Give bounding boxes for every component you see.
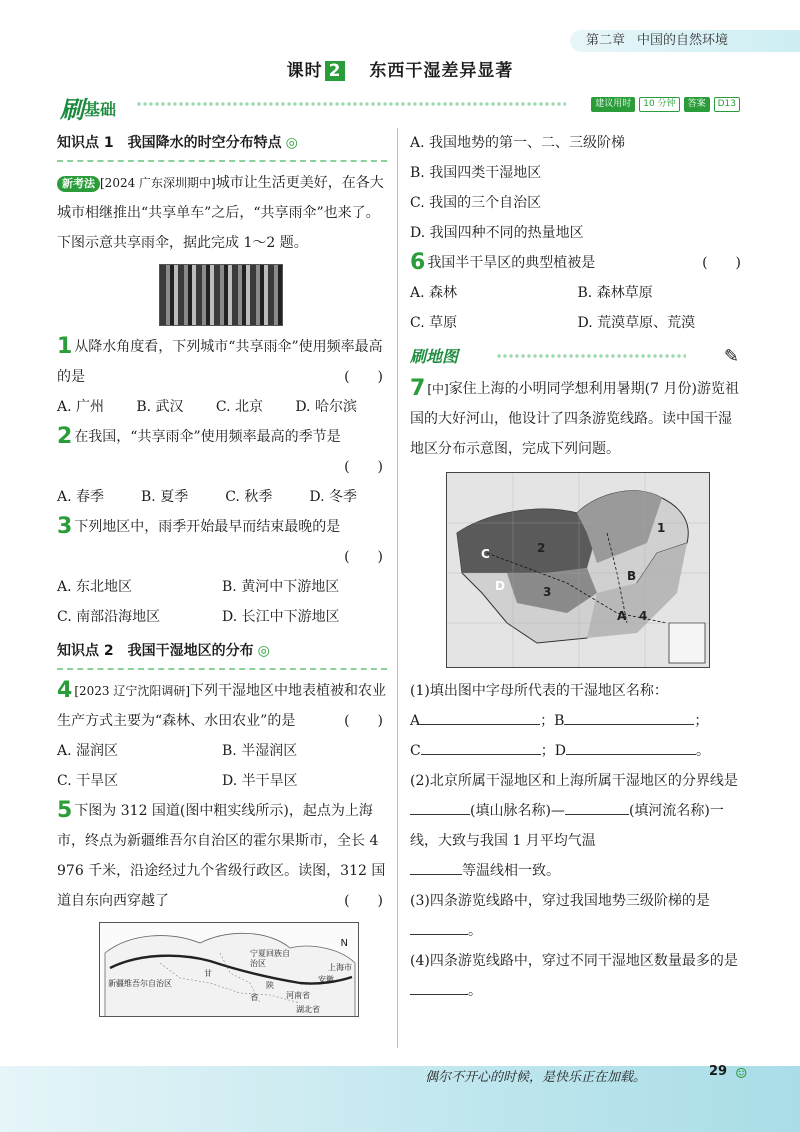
q2-option-c[interactable]: C. 秋季	[225, 489, 273, 505]
answer-label: 答案	[684, 97, 710, 112]
question-2	[57, 422, 387, 512]
north-arrow-icon: N	[340, 938, 348, 949]
q5-answer-paren[interactable]: ( )	[344, 893, 383, 909]
question-4	[57, 676, 387, 796]
q6-answer-paren[interactable]: ( )	[702, 255, 741, 271]
q7-stem: 家住上海的小明同学想利用暑期(7 月份)游览祖国的大好河山，他设计了四条游览线路。读中国干湿地区分布示意图，完成下列问题。	[410, 381, 739, 457]
lesson-topic: 东西干湿差异显著	[369, 61, 514, 81]
zone-label-b: B	[627, 569, 637, 583]
q4-stem: 下列干湿地区中地表植被和农业生产方式主要为“森林、水田农业”的是	[57, 683, 387, 729]
basics-section-bar	[60, 90, 740, 124]
time-label: 建议用时	[591, 97, 635, 112]
q3-number: 3	[57, 514, 73, 539]
q5-stem: 下图为 312 国道(图中粗实线所示)，起点为上海市，终点为新疆维吾尔自治区的霍尔果斯市，全长 4 976 千米，沿途经过九个省级行政区。读图，312 国道自东向西穿越了	[57, 803, 386, 909]
intro-paragraph	[57, 168, 387, 258]
route-312-map-svg	[100, 923, 359, 1017]
route-label-4: 4	[639, 609, 648, 623]
q5-option-b[interactable]: B. 我国四类干湿地区	[410, 165, 542, 181]
target-icon: ◎	[257, 643, 270, 659]
draw-map-section-bar	[410, 342, 745, 368]
q7-label-c: C	[410, 743, 421, 759]
q1-option-a[interactable]: A. 广州	[57, 399, 105, 415]
q7-source: [中]	[427, 382, 449, 396]
map-label-shanghai: 上海市	[328, 963, 352, 972]
knowledge-point-1	[57, 128, 387, 162]
china-dry-wet-map	[446, 472, 710, 668]
q7-sub2-text4: 等温线相一致。	[462, 863, 560, 879]
q4-answer-paren[interactable]: ( )	[344, 713, 383, 729]
footer-motto: 偶尔不开心的时候，是快乐正在加载。	[425, 1070, 647, 1085]
map-label-anhui: 安徽	[318, 975, 334, 984]
q3-option-c[interactable]: C. 南部沿海地区	[57, 609, 161, 625]
q7-blank-river[interactable]	[565, 814, 629, 815]
zone-label-a: A	[617, 609, 627, 623]
q3-option-d[interactable]: D. 长江中下游地区	[222, 609, 340, 625]
zone-label-c: C	[481, 547, 490, 561]
map-label-gan: 甘	[204, 969, 212, 978]
question-1	[57, 332, 387, 422]
q7-blank-sub4[interactable]	[410, 994, 468, 995]
target-icon: ◎	[285, 135, 298, 151]
page-number: 29	[709, 1064, 728, 1079]
q3-stem: 下列地区中，雨季开始最早而结束最晚的是	[74, 519, 341, 535]
q2-option-b[interactable]: B. 夏季	[141, 489, 189, 505]
zone-label-d: D	[495, 579, 505, 593]
q7-sub3: (3)四条游览线路中，穿过我国地势三级阶梯的是。	[410, 893, 710, 939]
lesson-prefix: 课时	[286, 61, 323, 81]
route-312-map	[99, 922, 359, 1017]
map-label-sheng: 省	[250, 993, 258, 1002]
question-5	[57, 796, 387, 1017]
dotted-divider	[136, 101, 566, 107]
intro-source: [2024 广东深圳期中]	[100, 176, 216, 190]
question-6	[410, 248, 745, 338]
reading-figure-icon: ✎	[723, 346, 739, 367]
new-method-badge: 新考法	[57, 176, 100, 192]
column-divider	[397, 128, 398, 1048]
route-label-2: 2	[537, 541, 546, 555]
dotted-divider	[496, 354, 686, 358]
q7-sub2-text2: (填山脉名称)—	[470, 803, 565, 819]
question-7	[410, 374, 745, 1006]
time-box	[591, 97, 740, 112]
q7-label-d: D	[554, 743, 566, 759]
q2-option-d[interactable]: D. 冬季	[309, 489, 357, 505]
q3-paren-row	[57, 542, 387, 572]
q7-sub2-text3: (填河流名称)一线，大致与我国 1 月平均气温	[410, 803, 724, 849]
q4-option-a[interactable]: A. 湿润区	[57, 743, 119, 759]
q6-options	[410, 278, 745, 338]
kp2-title: 知识点 2 我国干湿地区的分布	[57, 643, 254, 659]
basics-tag-small: 基础	[84, 100, 117, 119]
q7-blank-b[interactable]	[564, 724, 694, 725]
map-label-shan: 陕	[266, 981, 274, 990]
question-3	[57, 512, 387, 632]
draw-map-tag: 刷地图	[410, 347, 459, 366]
q5-options	[410, 128, 745, 248]
q1-option-b[interactable]: B. 武汉	[136, 399, 184, 415]
q1-stem: 从降水角度看，下列城市“共享雨伞”使用频率最高的是	[57, 339, 383, 385]
q6-stem: 我国半干旱区的典型植被是	[427, 255, 596, 271]
q5-number: 5	[57, 798, 73, 823]
lesson-title	[0, 56, 800, 81]
lesson-number-badge: 2	[325, 61, 346, 81]
q3-option-a[interactable]: A. 东北地区	[57, 579, 133, 595]
map-label-hubei: 湖北省	[296, 1005, 320, 1014]
q4-option-c[interactable]: C. 干旱区	[57, 773, 119, 789]
smile-icon: ☺	[735, 1066, 748, 1082]
chapter-title: 中国的自然环境	[637, 33, 729, 48]
kp1-title: 知识点 1 我国降水的时空分布特点	[57, 135, 282, 151]
route-label-1: 1	[657, 521, 666, 535]
q1-answer-paren[interactable]: ( )	[344, 369, 383, 385]
q6-option-a[interactable]: A. 森林	[410, 285, 458, 301]
q7-sub1-row-ab: A ；B ；	[410, 713, 709, 729]
q7-number: 7	[410, 376, 426, 401]
q6-number: 6	[410, 250, 426, 275]
q1-option-c[interactable]: C. 北京	[215, 399, 263, 415]
q4-option-b[interactable]: B. 半湿润区	[222, 743, 298, 759]
answer-page: D13	[714, 97, 740, 112]
q6-option-c[interactable]: C. 草原	[410, 315, 458, 331]
map-label-ningxia: 宁夏回族自治区	[250, 949, 290, 968]
q4-options	[57, 736, 387, 796]
q4-source: [2023 辽宁沈阳调研]	[74, 684, 191, 698]
q2-answer-paren[interactable]: ( )	[344, 459, 383, 475]
right-column	[410, 128, 745, 1006]
intro-text: 城市让生活更美好，在各大城市相继推出“共享单车”之后，“共享雨伞”也来了。下图示意共享雨伞，据此完成 1～2 题。	[57, 175, 384, 251]
q2-options	[57, 482, 357, 512]
q7-blank-a[interactable]	[420, 724, 540, 725]
left-column	[57, 128, 387, 1017]
q3-options	[57, 572, 387, 632]
q2-paren-row	[57, 452, 387, 482]
basics-tag-big: 刷	[60, 96, 84, 124]
q3-answer-paren[interactable]: ( )	[344, 549, 383, 565]
q6-option-b[interactable]: B. 森林草原	[577, 285, 653, 301]
q7-blank-mountain[interactable]	[410, 814, 470, 815]
q7-blank-c[interactable]	[421, 754, 541, 755]
q7-sub2	[410, 766, 745, 886]
chapter-tab	[570, 30, 800, 52]
map-label-henan: 河南省	[286, 991, 310, 1000]
q4-number: 4	[57, 678, 73, 703]
route-label-3: 3	[543, 585, 552, 599]
q1-options	[57, 392, 357, 422]
map-label-xinjiang: 新疆维吾尔自治区	[108, 979, 172, 988]
time-value: 10 分钟	[639, 97, 679, 112]
q5-option-a[interactable]: A. 我国地势的第一、二、三级阶梯	[410, 135, 626, 151]
q1-option-d[interactable]: D. 哈尔滨	[295, 399, 357, 415]
q7-sub4: (4)四条游览线路中，穿过不同干湿地区数量最多的是。	[410, 953, 738, 999]
q1-number: 1	[57, 334, 73, 359]
q7-sub4-text: (4)四条游览线路中，穿过不同干湿地区数量最多的是	[410, 953, 738, 969]
q7-sub3-text: (3)四条游览线路中，穿过我国地势三级阶梯的是	[410, 893, 710, 909]
q7-sub1-row-cd: C ；D 。	[410, 743, 710, 759]
q7-blank-sub3[interactable]	[410, 934, 468, 935]
knowledge-point-2	[57, 636, 387, 670]
q7-label-b: B	[554, 713, 565, 729]
q7-blank-d[interactable]	[566, 754, 696, 755]
q7-blank-isotherm[interactable]	[410, 874, 462, 875]
q5-option-d[interactable]: D. 我国四种不同的热量地区	[410, 225, 584, 241]
q5-option-c[interactable]: C. 我国的三个自治区	[410, 195, 542, 211]
q3-option-b[interactable]: B. 黄河中下游地区	[222, 579, 340, 595]
basics-tag	[60, 90, 116, 125]
chapter-number: 第二章	[586, 33, 626, 48]
q7-sub1-text: (1)填出图中字母所代表的干湿地区名称：	[410, 683, 668, 699]
shared-umbrella-photo	[159, 264, 283, 326]
q2-option-a[interactable]: A. 春季	[57, 489, 105, 505]
china-dry-wet-map-svg	[447, 473, 710, 668]
q4-option-d[interactable]: D. 半干旱区	[222, 773, 298, 789]
q2-number: 2	[57, 424, 73, 449]
q2-stem: 在我国，“共享雨伞”使用频率最高的季节是	[74, 429, 341, 445]
q6-option-d[interactable]: D. 荒漠草原、荒漠	[577, 315, 696, 331]
q7-label-a: A	[410, 713, 421, 729]
south-sea-inset	[669, 623, 705, 663]
page-footer	[0, 1066, 800, 1132]
q7-sub2-text1: (2)北京所属干湿地区和上海所属干湿地区的分界线是	[410, 773, 738, 789]
